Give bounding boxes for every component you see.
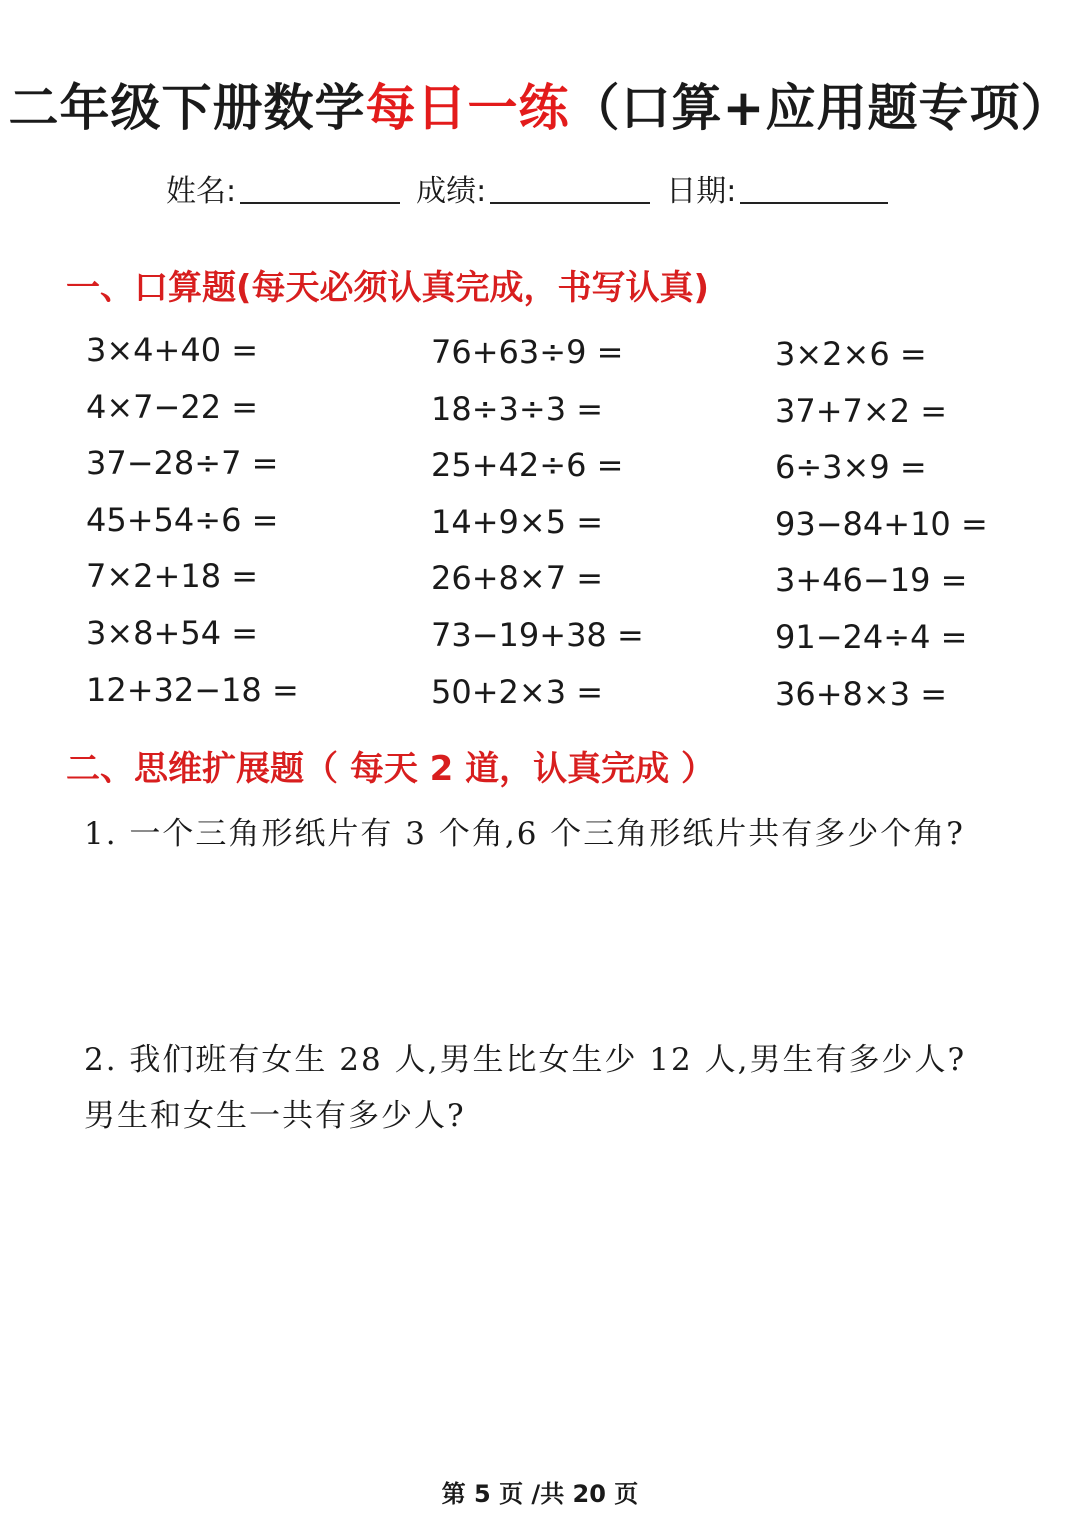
- calc-problem: 4×7−22 =: [86, 387, 259, 426]
- calc-problem: 3×4+40 =: [86, 331, 259, 369]
- calc-problem: 3×8+54 =: [86, 613, 259, 652]
- calc-problem: 25+42÷6 =: [431, 446, 624, 485]
- word-problem-2: [84, 1032, 1024, 1144]
- calc-problem: 73−19+38 =: [431, 615, 644, 654]
- name-blank-line[interactable]: [240, 198, 400, 204]
- calc-problem: 6÷3×9 =: [775, 448, 927, 487]
- calc-problem: 93−84+10 =: [775, 504, 988, 543]
- calc-problem: 26+8×7 =: [431, 559, 604, 598]
- calc-problem: 18÷3÷3 =: [431, 389, 604, 428]
- calc-problem: 36+8×3 =: [775, 674, 948, 713]
- calc-problem: 37+7×2 =: [775, 391, 948, 430]
- date-blank-line[interactable]: [740, 198, 888, 204]
- calc-column-3: [775, 332, 1080, 728]
- title-part2: （口算+应用题专项）: [569, 79, 1072, 137]
- calc-problem: 3×2×6 =: [775, 335, 927, 373]
- calc-column-1: [86, 328, 406, 724]
- calc-problem: 7×2+18 =: [86, 557, 259, 596]
- section1-heading: 一、口算题(每天必须认真完成，书写认真): [66, 268, 710, 308]
- score-label: 成绩:: [416, 174, 487, 209]
- word-problem-2-line2: 男生和女生一共有多少人?: [84, 1098, 466, 1134]
- date-label: 日期:: [666, 174, 737, 209]
- calc-problem: 50+2×3 =: [431, 672, 604, 711]
- name-field: [166, 166, 400, 210]
- student-info-row: [166, 166, 926, 210]
- title-part1: 二年级下册数学: [8, 79, 366, 137]
- score-field: [416, 166, 650, 210]
- title-highlight: 每日一练: [365, 79, 570, 137]
- calc-problem: 76+63÷9 =: [431, 333, 624, 371]
- name-label: 姓名:: [166, 174, 237, 209]
- calc-problem: 12+32−18 =: [86, 670, 299, 709]
- calc-column-2: [431, 330, 751, 726]
- date-field: [666, 166, 888, 210]
- page-number-footer: 第 5 页 /共 20 页: [441, 1480, 639, 1508]
- calc-problem: 3+46−19 =: [775, 561, 968, 600]
- page-title: [0, 68, 1080, 140]
- word-problem-2-line1: 2. 我们班有女生 28 人,男生比女生少 12 人,男生有多少人?: [84, 1042, 967, 1078]
- calc-problem: 37−28÷7 =: [86, 444, 279, 483]
- word-problem-1: 1. 一个三角形纸片有 3 个角,6 个三角形纸片共有多少个角?: [84, 816, 965, 852]
- score-blank-line[interactable]: [490, 198, 650, 204]
- calc-problem: 14+9×5 =: [431, 502, 604, 541]
- calc-problem: 45+54÷6 =: [86, 500, 279, 539]
- section2-heading: 二、思维扩展题（ 每天 2 道，认真完成 ）: [66, 749, 716, 789]
- calc-problem: 91−24÷4 =: [775, 617, 968, 656]
